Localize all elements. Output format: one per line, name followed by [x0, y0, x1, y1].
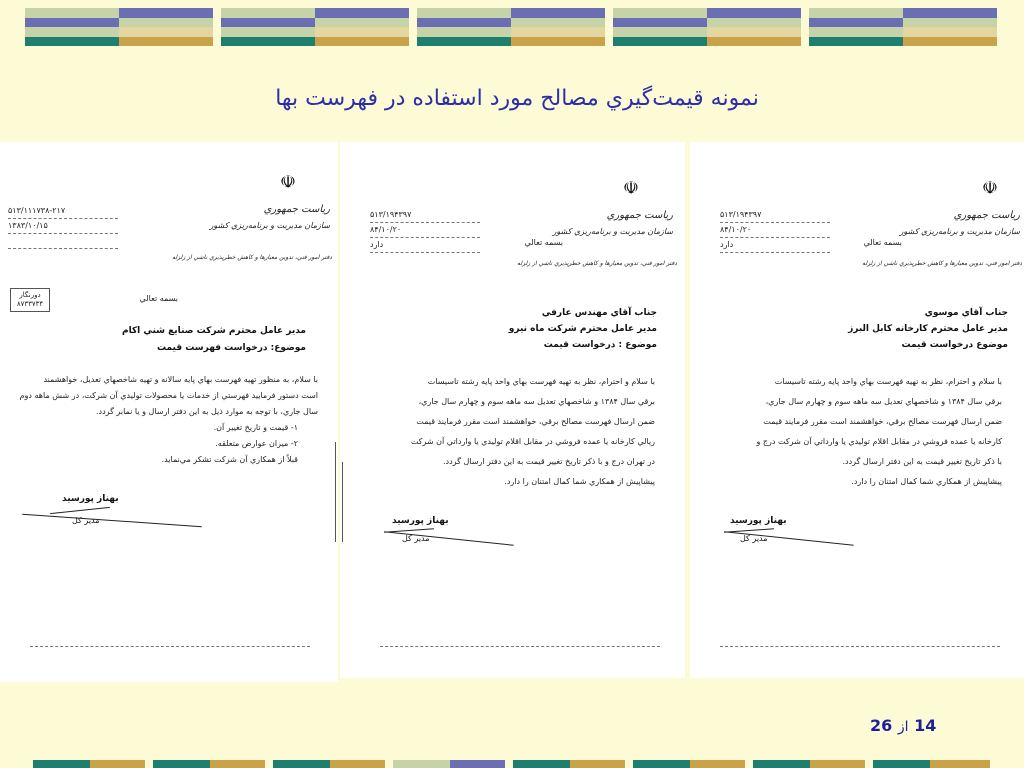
page-current: 14: [914, 716, 937, 735]
letter-scan-3: [690, 142, 1024, 678]
iran-emblem-icon: ☫: [622, 178, 639, 199]
decor-block: [873, 760, 930, 768]
letter-date: ۸۴/۱۰/۲۰: [720, 223, 830, 238]
decor-block: [809, 8, 997, 46]
signature-name: بهناز پورسيد: [62, 494, 119, 504]
fold-line: [342, 462, 343, 542]
decor-block: [33, 760, 90, 768]
page-number: [870, 716, 936, 735]
letter-org-name: سازمان مديريت و برنامه‌ريزي كشور: [899, 227, 1020, 236]
signature-title: مدير كل: [740, 534, 768, 543]
top-decorative-bar: [0, 8, 1024, 46]
letter-footer: [380, 646, 660, 648]
signature-title: مدير كل: [402, 534, 430, 543]
letter-scan-1: [0, 142, 338, 682]
bismillah: بسمه تعالي: [139, 294, 178, 303]
decor-block: [393, 760, 450, 768]
decor-block: [633, 760, 690, 768]
decor-block: [153, 760, 210, 768]
letter-org-name: دفتر امور فني، تدوين معيارها و كاهش خطرپذيري ناشي از زلزله: [862, 260, 1022, 267]
letter-body: با سلام و احترام، نظر به تهيه فهرست بهاي واحد پايه رشته تاسيسات برقي سال ۱۳۸۴ و شاخصهاي تعديل سه ماهه سوم و چهارم سال جاري، ضمن ارسال فهرست مصالح برقي، خواهشمند است مقرر فرمايند قيمت ريالي كارخانه يا عمده فروشي در مقابل اقلام توليدي يا وارداتي آن شركت در تهران درج و با ذكر تاريخ تغيير قيمت به اين دفتر ارسال گردد. پيشاپيش از همكاري شما كمال امتنان را دارد.: [410, 377, 655, 486]
signature-name: بهناز پورسيد: [730, 516, 787, 526]
slide-title: نمونه قيمت‌گيري مصالح مورد استفاده در فهرست بها: [275, 86, 759, 111]
decor-block: [930, 760, 990, 768]
letter-date: ۸۴/۱۰/۲۰: [370, 223, 480, 238]
letter-number: ۵۱۳/۱۱۱۷۳۸-۲۱۷: [8, 204, 118, 219]
letter-meta: [8, 204, 118, 249]
bismillah: بسمه تعالي: [524, 238, 563, 247]
letter-number: ۵۱۳/۱۹۴۳۹۷: [720, 208, 830, 223]
letter-org-name: رياست جمهوري: [263, 204, 330, 215]
fax-stamp: دورنگار ۸۷۳۳۷۳۴: [10, 288, 50, 312]
letter-recipient: مدير عامل محترم كارخانه كابل البرز: [848, 324, 1008, 334]
bottom-decorative-bar: [0, 760, 1024, 768]
letter-recipient: مدير عامل محترم شركت صنايع شني اكام: [121, 326, 306, 336]
iran-emblem-icon: ☫: [981, 178, 998, 199]
decor-block: [90, 760, 145, 768]
letter-org-name: سازمان مديريت و برنامه‌ريزي كشور: [552, 227, 673, 236]
decor-block: [330, 760, 385, 768]
letter-org-name: دفتر امور فني، تدوين معيارها و كاهش خطرپذيري ناشي از زلزله: [172, 254, 332, 261]
decor-block: [513, 760, 570, 768]
decor-block: [417, 8, 605, 46]
decor-block: [273, 760, 330, 768]
letter-date: ۱۳۸۳/۱۰/۱۵: [8, 219, 118, 234]
letter-meta: [370, 208, 480, 253]
decor-block: [570, 760, 625, 768]
letter-body: با سلام و احترام، نظر به تهيه فهرست بهاي واحد پايه رشته تاسيسات برقي سال ۱۳۸۴ و شاخصهاي تعديل سه ماهه سوم و چهارم سال جاري، ضمن ارسال فهرست مصالح برقي، خواهشمند است مقرر فرمايند قيمت كارخانه يا عمده فروشي در مقابل اقلام توليدي يا وارداتي آن شركت درج و با ذكر تاريخ تغيير قيمت به اين دفتر ارسال گردد. پيشاپيش از همكاري شما كمال امتنان را دارد.: [756, 377, 1002, 486]
signature-title: مدير كل: [72, 516, 100, 525]
signature-name: بهناز پورسيد: [392, 516, 449, 526]
letter-subject: موضوع : درخواست قيمت: [543, 340, 657, 350]
fold-line: [335, 442, 336, 542]
decor-block: [221, 8, 409, 46]
decor-block: [450, 760, 505, 768]
letter-subject: موضوع: درخواست فهرست قيمت: [156, 343, 306, 353]
letter-scan-2: [340, 142, 685, 678]
letter-number: ۵۱۳/۱۹۴۳۹۷: [370, 208, 480, 223]
letter-attach: [8, 234, 118, 249]
decor-block: [210, 760, 265, 768]
letter-subject: موضوع درخواست قيمت: [901, 340, 1008, 350]
letter-attach: دارد: [720, 238, 830, 253]
decor-block: [753, 760, 810, 768]
letter-recipient: مدير عامل محترم شركت ماه نيرو: [508, 324, 657, 334]
decor-block: [613, 8, 801, 46]
letter-org-name: سازمان مديريت و برنامه‌ريزي كشور: [209, 221, 330, 230]
page-total: 26: [870, 716, 893, 735]
signature-stroke: [22, 514, 202, 528]
iran-emblem-icon: ☫: [279, 172, 296, 193]
letter-meta: [720, 208, 830, 253]
letter-recipient: جناب آقاي مهندس عارفي: [541, 308, 657, 318]
letter-org-name: رياست جمهوري: [606, 210, 673, 221]
letter-org-name: دفتر امور فني، تدوين معيارها و كاهش خطرپذيري ناشي از زلزله: [517, 260, 677, 267]
letter-org-name: رياست جمهوري: [953, 210, 1020, 221]
page-separator: از: [897, 719, 909, 735]
letter-footer: [720, 646, 1000, 648]
bismillah: بسمه تعالي: [863, 238, 902, 247]
decor-block: [25, 8, 213, 46]
letter-recipient: جناب آقاي موسوي: [924, 308, 1008, 318]
letter-attach: دارد: [370, 238, 480, 253]
decor-block: [690, 760, 745, 768]
letter-body: با سلام، به منظور تهيه فهرست بهاي پايه سالانه و تهيه شاخصهاي تعديل، خواهشمند است دستور فرماييد فهرستي از خدمات يا محصولات توليدي آن شركت، در شش ماهه دوم سال جاري، با توجه به موارد ذيل به اين دفتر ارسال و يا نمابر گردد. ۱- قيمت و تاريخ تغيير آن. ۲- ميزان عوارض متعلقه. قبلاً از همكاري آن شركت تشكر مي‌نمايد.: [19, 375, 318, 464]
letter-footer: [30, 646, 310, 648]
decor-block: [810, 760, 865, 768]
